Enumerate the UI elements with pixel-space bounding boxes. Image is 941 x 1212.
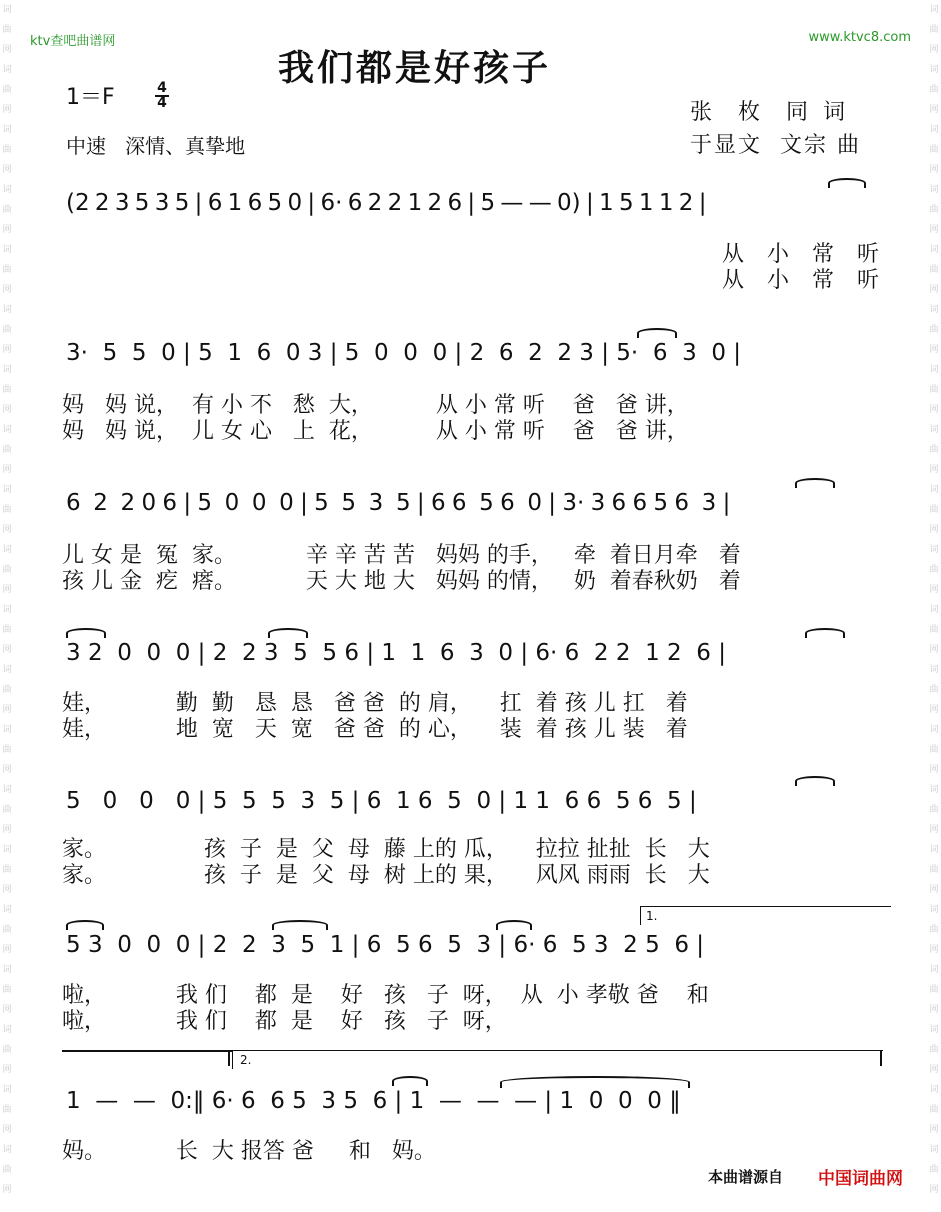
- key-signature: 1＝F: [66, 85, 115, 110]
- notation-row-2: 3· 5 5 0 | 5 1 6 0 3 | 5 0 0 0 | 2 6 2 2 3 | 5· 6 3 0 |: [66, 340, 742, 366]
- slur: [268, 628, 308, 638]
- second-ending-close: [880, 1050, 882, 1066]
- slur: [637, 328, 677, 338]
- time-signature-bottom: 4: [157, 95, 167, 111]
- second-ending-bracket: [232, 1050, 883, 1069]
- first-ending-bracket: [640, 906, 891, 925]
- first-ending-line: [62, 1050, 232, 1052]
- lyrics-row-7: 妈。 长 大 报答 爸 和 妈。: [62, 1139, 436, 1164]
- lyrics-row-2-verse-1: 妈 妈 说， 有 小 不 愁 大， 从 小 常 听 爸 爸 讲，: [62, 393, 689, 418]
- time-signature-top: 4: [155, 81, 169, 97]
- slur: [392, 1076, 428, 1086]
- lyrics-row-1-verse-1: 从 小 常 听: [722, 242, 887, 267]
- slur: [66, 920, 104, 930]
- composer-credit: 于显文 文宗 曲: [690, 133, 861, 158]
- lyrics-row-4-verse-2: 娃， 地 宽 天 宽 爸 爸 的 心， 装 着 孩 儿 装 着: [62, 717, 688, 742]
- notation-row-7: 1 — — 0:‖ 6· 6 6 5 3 5 6 | 1 — — — | 1 0 0 0 ‖: [66, 1088, 681, 1114]
- slur: [805, 628, 845, 638]
- slur: [272, 920, 328, 930]
- notation-row-3: 6 2 2 0 6 | 5 0 0 0 | 5 5 3 5 | 6 6 5 6 0 | 3· 3 6 6 5 6 3 |: [66, 490, 731, 516]
- lyrics-row-4-verse-1: 娃， 勤 勤 恳 恳 爸 爸 的 肩， 扛 着 孩 儿 扛 着: [62, 691, 688, 716]
- slur: [496, 920, 532, 930]
- lyricist-credit: 张 枚 同 词: [690, 100, 849, 125]
- lyrics-row-1-verse-2: 从 小 常 听: [722, 268, 887, 293]
- slur: [828, 178, 866, 188]
- footer-source-label: 本曲谱源自: [708, 1168, 784, 1186]
- source-watermark-left: ktv查吧曲谱网: [30, 34, 116, 49]
- lyrics-row-3-verse-1: 儿 女 是 冤 家。 辛 辛 苦 苦 妈妈 的手， 牵 着日月牵 着: [62, 543, 741, 568]
- slur: [500, 1076, 690, 1088]
- lyrics-row-3-verse-2: 孩 儿 金 疙 瘩。 天 大 地 大 妈妈 的情， 奶 着春秋奶 着: [62, 569, 741, 594]
- footer-site-name[interactable]: 中国词曲网: [818, 1169, 903, 1189]
- slur: [795, 478, 835, 488]
- right-side-watermark: 词曲网 词曲网 词曲网 词曲网 词曲网 词曲网 词曲网 词曲网 词曲网 词曲网 词曲网 词曲网 词曲网 词曲网 词曲网 词曲网 词曲网 词曲网 词曲网 词曲网: [929, 5, 939, 1195]
- left-side-watermark: 词曲网 词曲网 词曲网 词曲网 词曲网 词曲网 词曲网 词曲网 词曲网 词曲网 词曲网 词曲网 词曲网 词曲网 词曲网 词曲网 词曲网 词曲网 词曲网 词曲网: [2, 5, 12, 1195]
- lyrics-row-2-verse-2: 妈 妈 说， 儿 女 心 上 花， 从 小 常 听 爸 爸 讲，: [62, 419, 689, 444]
- first-ending-close: [228, 1050, 230, 1066]
- notation-row-6: 5 3 0 0 0 | 2 2 3 5 1 | 6 5 6 5 3 | 6· 6 5 3 2 5 6 |: [66, 932, 705, 958]
- first-ending-number: 1.: [646, 909, 658, 923]
- notation-row-1: (2 2 3 5 3 5 | 6 1 6 5 0 | 6· 6 2 2 1 2 6 | 5 — — 0) | 1 5 1 1 2 |: [66, 190, 707, 216]
- notation-row-5: 5 0 0 0 | 5 5 5 3 5 | 6 1 6 5 0 | 1 1 6 6 5 6 5 |: [66, 788, 697, 814]
- source-watermark-right: www.ktvc8.com: [808, 30, 911, 45]
- lyrics-row-5-verse-1: 家。 孩 子 是 父 母 藤 上的 瓜， 拉拉 扯扯 长 大: [62, 837, 710, 862]
- slur: [66, 628, 106, 638]
- song-title: 我们都是好孩子: [278, 48, 552, 89]
- second-ending-number: 2.: [240, 1053, 252, 1067]
- slur: [795, 776, 835, 786]
- notation-row-4: 3 2 0 0 0 | 2 2 3 5 5 6 | 1 1 6 3 0 | 6· 6 2 2 1 2 6 |: [66, 640, 727, 666]
- lyrics-row-6-verse-1: 啦， 我 们 都 是 好 孩 子 呀， 从 小 孝敬 爸 和: [62, 983, 709, 1008]
- tempo-marking: 中速 深情、真挚地: [66, 134, 246, 158]
- lyrics-row-6-verse-2: 啦， 我 们 都 是 好 孩 子 呀，: [62, 1009, 507, 1034]
- lyrics-row-5-verse-2: 家。 孩 子 是 父 母 树 上的 果， 风风 雨雨 长 大: [62, 863, 710, 888]
